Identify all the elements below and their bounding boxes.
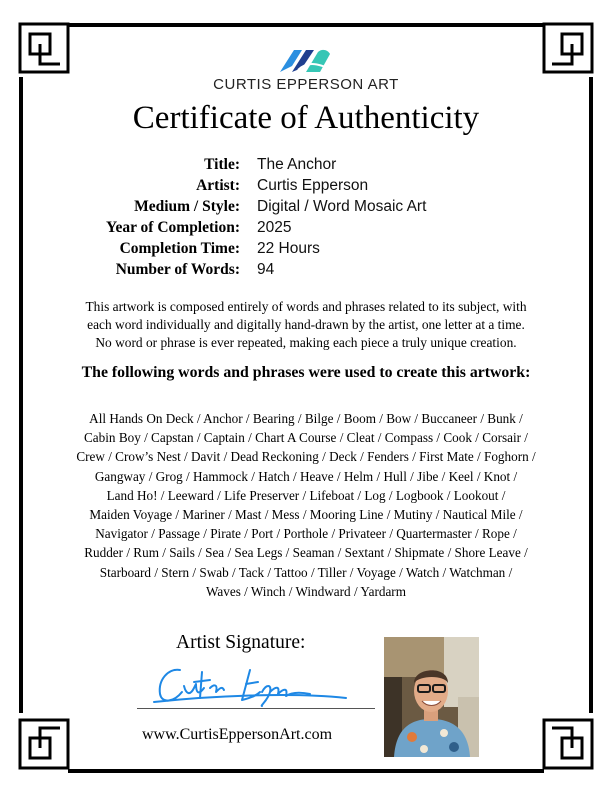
detail-row-time <box>0 238 612 259</box>
detail-row-words <box>0 259 612 280</box>
word-line: Starboard / Stern / Swab / Tack / Tattoo / Tiller / Voyage / Watch / Watchman / <box>99 564 513 580</box>
detail-label: Artist: <box>196 177 240 194</box>
word-line: All Hands On Deck / Anchor / Bearing / Bilge / Boom / Bow / Buccaneer / Bunk / <box>89 411 523 426</box>
word-line: Rudder / Rum / Sails / Sea / Sea Legs / Seaman / Sextant / Shipmate / Shore Leave / <box>84 545 528 561</box>
artwork-details <box>0 154 612 280</box>
detail-label: Title: <box>204 156 240 173</box>
signature-line <box>137 708 375 709</box>
detail-label: Number of Words: <box>115 261 240 278</box>
wave-logo-icon <box>276 44 336 74</box>
handwritten-signature <box>150 662 350 708</box>
word-line: Land Ho! / Leeward / Life Preserver / Lifeboat / Log / Logbook / Lookout / <box>106 487 506 503</box>
signature-label: Artist Signature: <box>176 632 306 653</box>
word-line: Navigator / Passage / Pirate / Port / Porthole / Privateer / Quartermaster / Rope / <box>95 526 517 542</box>
word-line: Cabin Boy / Capstan / Captain / Chart A Course / Cleat / Compass / Cook / Corsair / <box>84 430 528 446</box>
word-line: Gangway / Grog / Hammock / Hatch / Heave / Helm / Hull / Jibe / Keel / Knot / <box>94 468 518 484</box>
description-line: each word individually and digitally hand-drawn by the artist, one letter at a time. <box>87 317 525 332</box>
website-url: www.CurtisEppersonArt.com <box>142 726 333 743</box>
detail-value: The Anchor <box>257 156 337 173</box>
detail-label: Year of Completion: <box>105 219 240 236</box>
word-line: Waves / Winch / Windward / Yardarm <box>206 583 406 599</box>
detail-label: Medium / Style: <box>134 198 240 215</box>
artwork-description <box>46 298 566 352</box>
detail-value: Curtis Epperson <box>257 177 369 194</box>
detail-value: 2025 <box>257 219 292 236</box>
word-line: Maiden Voyage / Mariner / Mast / Mess / Mooring Line / Mutiny / Nautical Mile / <box>89 507 523 523</box>
detail-row-artist <box>0 175 612 196</box>
corner-ornament-bottom-left <box>18 718 70 770</box>
brand-name: CURTIS EPPERSON ART <box>213 76 399 93</box>
detail-value: Digital / Word Mosaic Art <box>257 198 427 215</box>
border-top <box>68 23 544 27</box>
description-line: No word or phrase is ever repeated, making each piece a truly unique creation. <box>95 335 517 350</box>
detail-label: Completion Time: <box>119 240 240 257</box>
corner-ornament-bottom-right <box>542 718 594 770</box>
border-bottom <box>68 769 544 773</box>
detail-row-medium <box>0 196 612 217</box>
word-line: Crew / Crow’s Nest / Davit / Dead Reckoning / Deck / Fenders / First Mate / Foghorn / <box>76 449 536 465</box>
artist-photo <box>384 637 479 757</box>
brand-logo <box>0 44 612 93</box>
certificate-title: Certificate of Authenticity <box>132 100 480 136</box>
description-line: This artwork is composed entirely of words and phrases related to its subject, with <box>85 299 527 314</box>
detail-row-title <box>0 154 612 175</box>
detail-row-year <box>0 217 612 238</box>
words-heading: The following words and phrases were used to create this artwork: <box>81 364 531 381</box>
word-list <box>44 409 568 601</box>
detail-value: 22 Hours <box>257 240 320 257</box>
detail-value: 94 <box>257 261 275 278</box>
